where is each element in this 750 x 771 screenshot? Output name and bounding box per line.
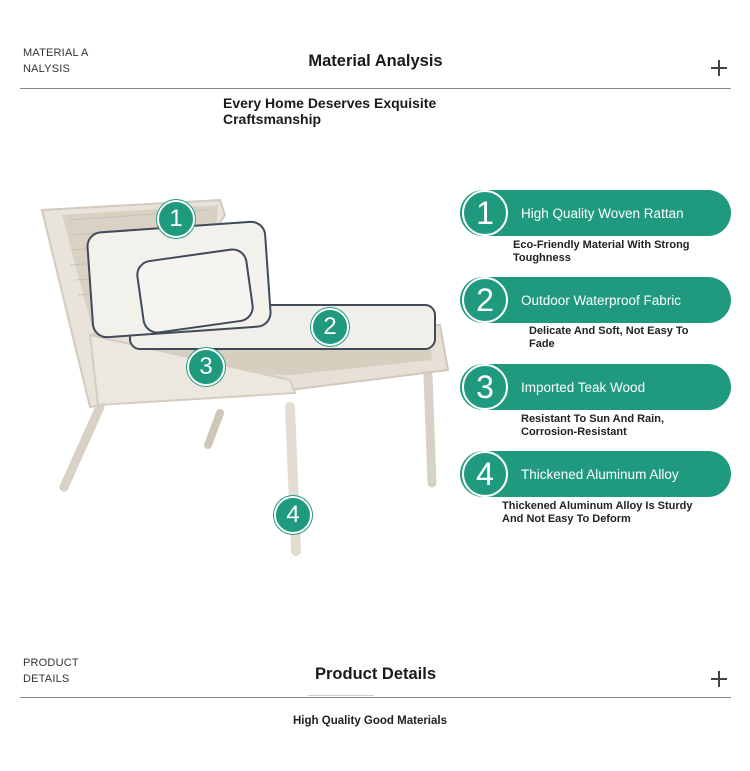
feature-number: 1	[462, 190, 508, 236]
feature-number: 2	[462, 277, 508, 323]
feature-label: Imported Teak Wood	[521, 379, 646, 395]
product-details-header	[20, 647, 731, 698]
chair-marker-1: 1	[157, 200, 195, 238]
feature-description: Delicate And Soft, Not Easy To Fade	[529, 325, 689, 350]
material-analysis-header	[20, 38, 731, 89]
chair-marker-3: 3	[187, 348, 225, 386]
feature-label: High Quality Woven Rattan	[521, 205, 684, 221]
feature-label: Outdoor Waterproof Fabric	[521, 292, 682, 308]
divider	[308, 695, 374, 696]
feature-label: Thickened Aluminum Alloy	[521, 466, 679, 482]
chair-marker-2: 2	[311, 308, 349, 346]
chair-illustration	[20, 175, 460, 575]
feature-number: 3	[462, 364, 508, 410]
feature-description: Resistant To Sun And Rain, Corrosion-Resistant	[521, 413, 665, 438]
page-subtitle: Every Home Deserves Exquisite Craftsmanship	[223, 95, 437, 127]
product-details-side-label: PRODUCT DETAILS	[23, 657, 79, 685]
material-analysis-title: Material Analysis	[308, 52, 443, 70]
material-analysis-side-label: MATERIAL A NALYSIS	[23, 47, 89, 75]
plus-icon[interactable]	[711, 671, 727, 687]
plus-icon[interactable]	[711, 60, 727, 76]
product-details-note: High Quality Good Materials	[293, 715, 447, 727]
chair-image	[20, 175, 460, 575]
feature-description: Eco-Friendly Material With Strong Toughness	[513, 239, 690, 264]
chair-marker-4: 4	[274, 496, 312, 534]
feature-description: Thickened Aluminum Alloy Is Sturdy And Not Easy To Deform	[502, 500, 693, 525]
feature-number: 4	[462, 451, 508, 497]
product-details-title: Product Details	[314, 665, 437, 683]
